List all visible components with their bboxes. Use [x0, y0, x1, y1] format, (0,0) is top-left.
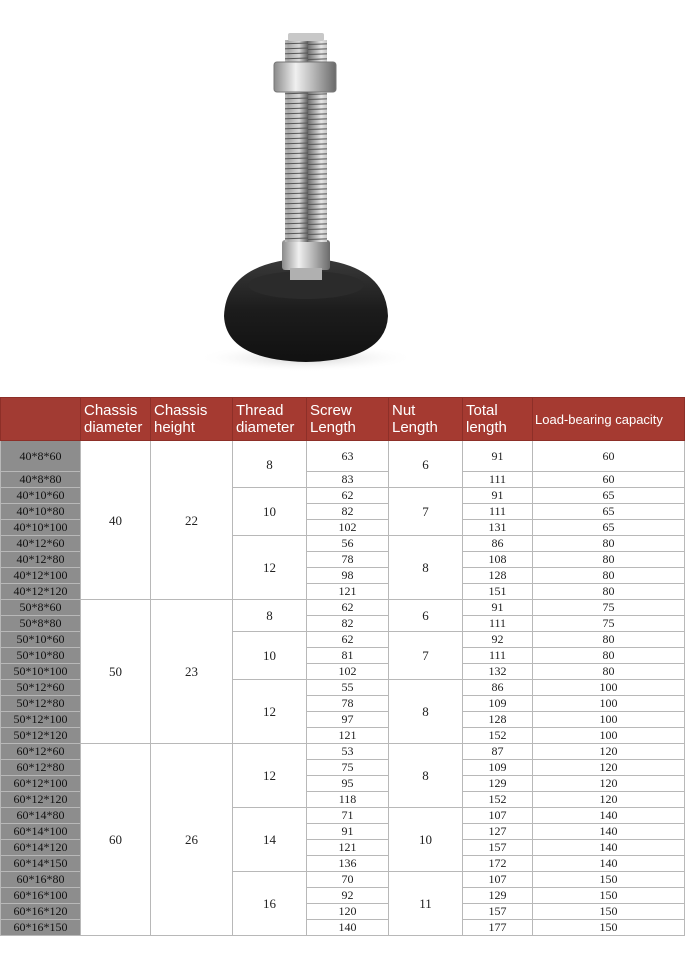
nut-length-cell: 8 [389, 744, 463, 808]
screw-length-cell: 75 [307, 760, 389, 776]
specification-table [0, 397, 685, 936]
total-length-cell: 172 [463, 856, 533, 872]
total-length-cell: 128 [463, 712, 533, 728]
model-cell: 40*8*60 [1, 441, 81, 472]
thread-diameter-cell: 12 [233, 536, 307, 600]
header-chassis-height: Chassis height [151, 398, 233, 441]
table-body [1, 441, 685, 936]
screw-length-cell: 81 [307, 648, 389, 664]
header-screw-length: Screw Length [307, 398, 389, 441]
thread-diameter-cell: 10 [233, 488, 307, 536]
table-row [1, 441, 685, 472]
chassis-height-cell: 26 [151, 744, 233, 936]
nut-length-cell: 6 [389, 600, 463, 632]
nut-length-cell: 7 [389, 488, 463, 536]
model-cell: 60*12*80 [1, 760, 81, 776]
screw-length-cell: 78 [307, 552, 389, 568]
total-length-cell: 129 [463, 776, 533, 792]
thread-diameter-cell: 12 [233, 680, 307, 744]
screw-length-cell: 118 [307, 792, 389, 808]
screw-length-cell: 92 [307, 888, 389, 904]
screw-length-cell: 53 [307, 744, 389, 760]
screw-length-cell: 70 [307, 872, 389, 888]
load-capacity-cell: 65 [533, 504, 685, 520]
total-length-cell: 111 [463, 472, 533, 488]
load-capacity-cell: 140 [533, 840, 685, 856]
header-nut-length: Nut Length [389, 398, 463, 441]
total-length-cell: 108 [463, 552, 533, 568]
total-length-cell: 107 [463, 872, 533, 888]
screw-length-cell: 95 [307, 776, 389, 792]
total-length-cell: 129 [463, 888, 533, 904]
screw-length-cell: 98 [307, 568, 389, 584]
header-thread-diameter: Thread diameter [233, 398, 307, 441]
load-capacity-cell: 140 [533, 856, 685, 872]
nut-length-cell: 8 [389, 680, 463, 744]
header-load-capacity: Load-bearing capacity [533, 398, 685, 441]
total-length-cell: 91 [463, 488, 533, 504]
total-length-cell: 111 [463, 504, 533, 520]
load-capacity-cell: 65 [533, 520, 685, 536]
model-cell: 40*10*80 [1, 504, 81, 520]
total-length-cell: 157 [463, 904, 533, 920]
total-length-cell: 109 [463, 696, 533, 712]
chassis-diameter-cell: 50 [81, 600, 151, 744]
model-cell: 60*16*100 [1, 888, 81, 904]
screw-length-cell: 71 [307, 808, 389, 824]
total-length-cell: 128 [463, 568, 533, 584]
total-length-cell: 107 [463, 808, 533, 824]
total-length-cell: 177 [463, 920, 533, 936]
load-capacity-cell: 150 [533, 904, 685, 920]
thread-diameter-cell: 10 [233, 632, 307, 680]
model-cell: 50*12*80 [1, 696, 81, 712]
model-cell: 40*12*120 [1, 584, 81, 600]
load-capacity-cell: 75 [533, 616, 685, 632]
screw-length-cell: 82 [307, 504, 389, 520]
model-cell: 50*8*60 [1, 600, 81, 616]
nut-length-cell: 7 [389, 632, 463, 680]
model-cell: 60*16*120 [1, 904, 81, 920]
total-length-cell: 91 [463, 600, 533, 616]
header-row [1, 398, 685, 441]
load-capacity-cell: 100 [533, 680, 685, 696]
load-capacity-cell: 60 [533, 472, 685, 488]
header-total-length: Total length [463, 398, 533, 441]
load-capacity-cell: 140 [533, 824, 685, 840]
screw-length-cell: 140 [307, 920, 389, 936]
model-cell: 40*12*80 [1, 552, 81, 568]
model-cell: 50*10*80 [1, 648, 81, 664]
screw-length-cell: 121 [307, 840, 389, 856]
model-cell: 60*16*150 [1, 920, 81, 936]
screw-length-cell: 91 [307, 824, 389, 840]
thread-diameter-cell: 8 [233, 600, 307, 632]
model-cell: 60*12*100 [1, 776, 81, 792]
nut-length-cell: 11 [389, 872, 463, 936]
total-length-cell: 109 [463, 760, 533, 776]
screw-length-cell: 62 [307, 488, 389, 504]
load-capacity-cell: 150 [533, 888, 685, 904]
load-capacity-cell: 120 [533, 760, 685, 776]
model-cell: 50*12*100 [1, 712, 81, 728]
model-cell: 60*14*80 [1, 808, 81, 824]
header-corner [1, 398, 81, 441]
nut-length-cell: 6 [389, 441, 463, 488]
product-photo [0, 0, 686, 383]
load-capacity-cell: 100 [533, 712, 685, 728]
model-cell: 60*12*60 [1, 744, 81, 760]
screw-length-cell: 136 [307, 856, 389, 872]
total-length-cell: 132 [463, 664, 533, 680]
nut-length-cell: 10 [389, 808, 463, 872]
screw-length-cell: 82 [307, 616, 389, 632]
screw-length-cell: 78 [307, 696, 389, 712]
nut-length-cell: 8 [389, 536, 463, 600]
model-cell: 60*12*120 [1, 792, 81, 808]
header-chassis-diameter: Chassis diameter [81, 398, 151, 441]
total-length-cell: 91 [463, 441, 533, 472]
model-cell: 60*14*100 [1, 824, 81, 840]
load-capacity-cell: 140 [533, 808, 685, 824]
load-capacity-cell: 120 [533, 744, 685, 760]
model-cell: 40*12*100 [1, 568, 81, 584]
total-length-cell: 92 [463, 632, 533, 648]
screw-length-cell: 63 [307, 441, 389, 472]
screw-length-cell: 102 [307, 520, 389, 536]
total-length-cell: 86 [463, 536, 533, 552]
table-row [1, 600, 685, 616]
load-capacity-cell: 80 [533, 632, 685, 648]
screw-length-cell: 83 [307, 472, 389, 488]
screw-length-cell: 56 [307, 536, 389, 552]
total-length-cell: 157 [463, 840, 533, 856]
chassis-diameter-cell: 60 [81, 744, 151, 936]
total-length-cell: 111 [463, 616, 533, 632]
load-capacity-cell: 80 [533, 536, 685, 552]
model-cell: 60*14*150 [1, 856, 81, 872]
load-capacity-cell: 150 [533, 872, 685, 888]
load-capacity-cell: 65 [533, 488, 685, 504]
model-cell: 60*14*120 [1, 840, 81, 856]
load-capacity-cell: 120 [533, 792, 685, 808]
model-cell: 60*16*80 [1, 872, 81, 888]
screw-length-cell: 121 [307, 584, 389, 600]
load-capacity-cell: 80 [533, 648, 685, 664]
load-capacity-cell: 80 [533, 664, 685, 680]
model-cell: 50*10*60 [1, 632, 81, 648]
load-capacity-cell: 80 [533, 568, 685, 584]
thread-diameter-cell: 8 [233, 441, 307, 488]
screw-length-cell: 121 [307, 728, 389, 744]
screw-length-cell: 120 [307, 904, 389, 920]
screw-length-cell: 62 [307, 600, 389, 616]
chassis-height-cell: 22 [151, 441, 233, 600]
screw-length-cell: 55 [307, 680, 389, 696]
total-length-cell: 152 [463, 728, 533, 744]
thread-diameter-cell: 12 [233, 744, 307, 808]
load-capacity-cell: 60 [533, 441, 685, 472]
total-length-cell: 86 [463, 680, 533, 696]
load-capacity-cell: 80 [533, 552, 685, 568]
load-capacity-cell: 75 [533, 600, 685, 616]
model-cell: 50*10*100 [1, 664, 81, 680]
total-length-cell: 87 [463, 744, 533, 760]
table-row [1, 744, 685, 760]
model-cell: 40*10*100 [1, 520, 81, 536]
thread-diameter-cell: 16 [233, 872, 307, 936]
chassis-height-cell: 23 [151, 600, 233, 744]
thread-diameter-cell: 14 [233, 808, 307, 872]
total-length-cell: 152 [463, 792, 533, 808]
screw-length-cell: 97 [307, 712, 389, 728]
model-cell: 40*12*60 [1, 536, 81, 552]
total-length-cell: 151 [463, 584, 533, 600]
model-cell: 50*12*60 [1, 680, 81, 696]
load-capacity-cell: 80 [533, 584, 685, 600]
model-cell: 40*10*60 [1, 488, 81, 504]
model-cell: 50*12*120 [1, 728, 81, 744]
model-cell: 40*8*80 [1, 472, 81, 488]
total-length-cell: 131 [463, 520, 533, 536]
load-capacity-cell: 100 [533, 696, 685, 712]
screw-length-cell: 62 [307, 632, 389, 648]
screw-length-cell: 102 [307, 664, 389, 680]
total-length-cell: 127 [463, 824, 533, 840]
load-capacity-cell: 150 [533, 920, 685, 936]
model-cell: 50*8*80 [1, 616, 81, 632]
load-capacity-cell: 100 [533, 728, 685, 744]
total-length-cell: 111 [463, 648, 533, 664]
load-capacity-cell: 120 [533, 776, 685, 792]
chassis-diameter-cell: 40 [81, 441, 151, 600]
